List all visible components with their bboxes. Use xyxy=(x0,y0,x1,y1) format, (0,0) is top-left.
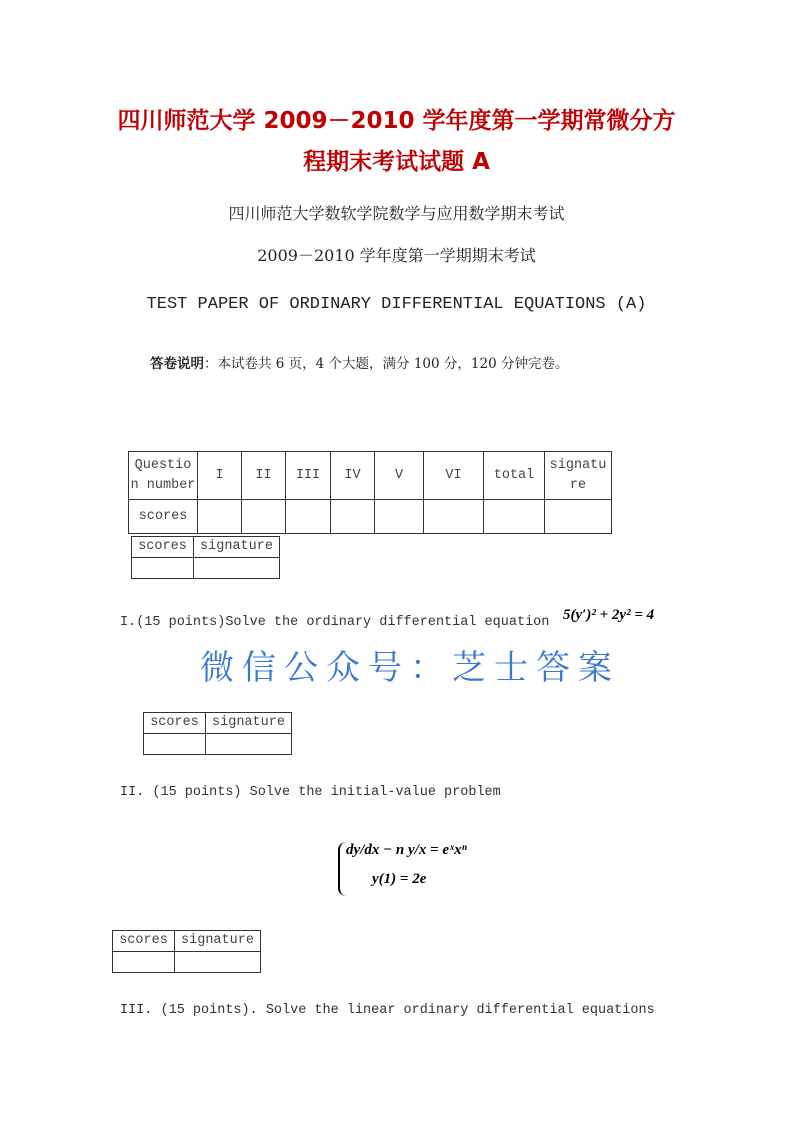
mini-score-table-2 xyxy=(143,712,292,755)
title-line-2: 程期末考试试题 A xyxy=(303,149,490,175)
header-ii: II xyxy=(242,452,286,500)
subtitle-1: 四川师范大学数软学院数学与应用数学期末考试 xyxy=(228,204,565,223)
title-line-1: 四川师范大学 2009－2010 学年度第一学期常微分方 xyxy=(117,108,676,134)
row-label-scores: scores xyxy=(129,500,198,534)
mini-signature-header: signature xyxy=(194,537,280,558)
equation-line-2: y(1) = 2e xyxy=(372,871,427,887)
score-cell[interactable] xyxy=(375,500,424,534)
subtitle-2: 2009－2010 学年度第一学期期末考试 xyxy=(257,246,536,265)
score-cell[interactable] xyxy=(545,500,612,534)
header-v: V xyxy=(375,452,424,500)
equation-line-1: dy/dx − n y/x = eˣxⁿ xyxy=(346,842,467,858)
header-total: total xyxy=(484,452,545,500)
question-3: III. (15 points). Solve the linear ordinary differential equations xyxy=(120,1003,655,1018)
mini-score-table-3 xyxy=(112,930,261,973)
signature-cell[interactable] xyxy=(175,952,261,973)
score-table xyxy=(128,451,612,534)
header-question-number: Questio n number xyxy=(129,452,198,500)
score-table-header xyxy=(129,452,612,500)
header-i: I xyxy=(198,452,242,500)
score-table-row xyxy=(129,500,612,534)
watermark: 微信公众号：芝士答案 xyxy=(200,648,620,688)
header-vi: VI xyxy=(424,452,484,500)
score-cell[interactable] xyxy=(424,500,484,534)
mini-signature-header: signature xyxy=(175,931,261,952)
question-1: I.(15 points)Solve the ordinary differential equation xyxy=(120,615,550,630)
mini-scores-header: scores xyxy=(113,931,175,952)
question-1-equation: 5(y′)² + 2y² = 4 xyxy=(563,607,655,623)
english-title: TEST PAPER OF ORDINARY DIFFERENTIAL EQUATIONS (A) xyxy=(146,295,647,314)
score-cell[interactable] xyxy=(144,734,206,755)
instructions-text: ：本试卷共 6 页，4 个大题，满分 100 分，120 分钟完卷。 xyxy=(204,356,569,372)
question-2-equation xyxy=(338,842,467,896)
mini-score-table-1 xyxy=(131,536,280,579)
score-cell[interactable] xyxy=(132,558,194,579)
score-cell[interactable] xyxy=(198,500,242,534)
signature-cell[interactable] xyxy=(194,558,280,579)
mini-scores-header: scores xyxy=(132,537,194,558)
score-cell[interactable] xyxy=(286,500,331,534)
header-iii: III xyxy=(286,452,331,500)
instructions-label: 答卷说明 xyxy=(150,356,204,372)
question-2: II. (15 points) Solve the initial-value problem xyxy=(120,785,501,800)
score-cell[interactable] xyxy=(113,952,175,973)
score-cell[interactable] xyxy=(484,500,545,534)
mini-scores-header: scores xyxy=(144,713,206,734)
score-cell[interactable] xyxy=(331,500,375,534)
instructions xyxy=(150,352,568,372)
header-signature: signatu re xyxy=(545,452,612,500)
score-cell[interactable] xyxy=(242,500,286,534)
header-iv: IV xyxy=(331,452,375,500)
mini-signature-header: signature xyxy=(206,713,292,734)
signature-cell[interactable] xyxy=(206,734,292,755)
